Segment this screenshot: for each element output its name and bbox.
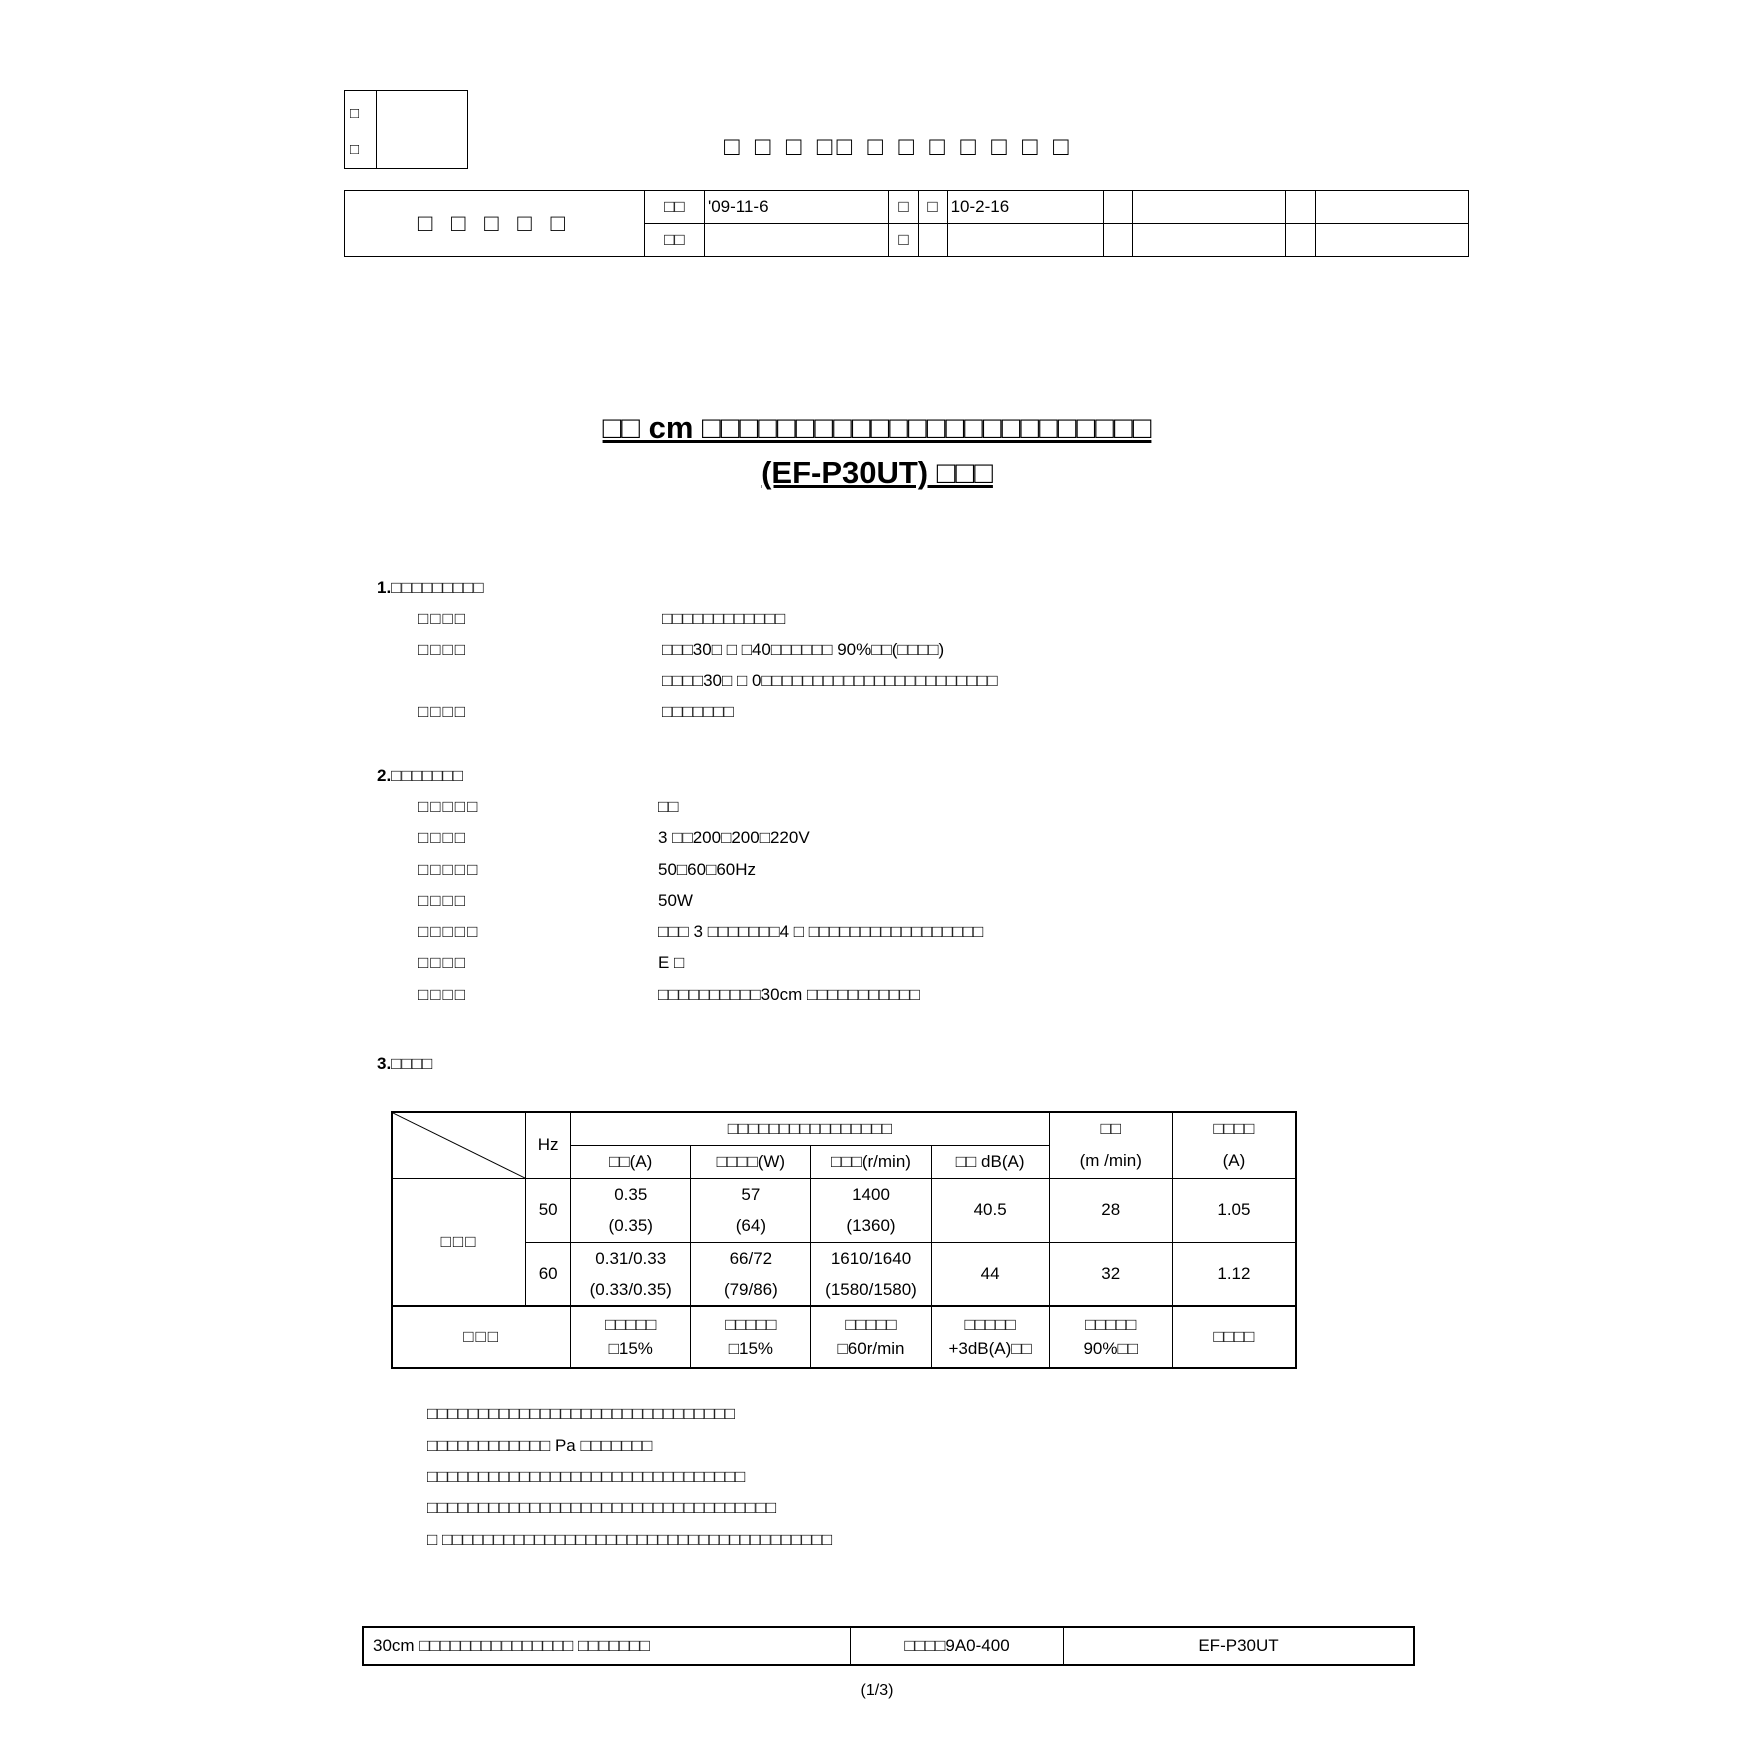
power-value: 57: [741, 1185, 761, 1204]
note-line: □ □□□□□□□□□□□□□□□□□□□□□□□□□□□□□□□□□□□□□□: [427, 1530, 833, 1549]
spec-table: [391, 1111, 1297, 1369]
section2-value: □□□ 3 □□□□□□□4 □ □□□□□□□□□□□□□□□□□: [658, 922, 984, 941]
header-label: □ □ □ □ □: [417, 209, 571, 237]
document-title: □ □ □ □□ □ □ □ □ □ □ □: [724, 131, 1073, 161]
header-label-cell: [345, 191, 645, 257]
tolerance-last: □□□□: [1172, 1306, 1296, 1368]
created-date: '09-11-6: [704, 191, 888, 224]
section1-value: □□□30□ □ □40□□□□□□ 90%□□(□□□□): [662, 640, 945, 659]
header-cell: □□: [644, 224, 704, 257]
section2-value: 50□60□60Hz: [658, 860, 757, 879]
header-cell-empty: [1103, 224, 1132, 257]
speed-cell: [811, 1242, 931, 1306]
header-cell-empty: [1286, 224, 1315, 257]
tolerance-value: +3dB(A)□□: [948, 1339, 1032, 1358]
speed-header: □□□(r/min): [811, 1145, 931, 1178]
start-current-value: 1.05: [1172, 1178, 1296, 1242]
start-current-unit: (A): [1172, 1145, 1296, 1178]
header-cell-empty: [1133, 224, 1286, 257]
footer-table: [362, 1626, 1415, 1666]
stamp-line2: □: [350, 141, 360, 158]
section3-heading: 3.□□□□: [377, 1054, 433, 1073]
section1-value: □□□□30□ □ 0□□□□□□□□□□□□□□□□□□□□□□□: [662, 671, 998, 690]
tolerance-text: □□□□□: [725, 1315, 777, 1334]
power-value-sub: (64): [735, 1216, 766, 1235]
current-value: 0.35: [614, 1185, 648, 1204]
tolerance-label: □□□: [392, 1306, 571, 1368]
airflow-unit: (m /min): [1049, 1145, 1172, 1178]
tolerance-cell: [931, 1306, 1049, 1368]
power-value-sub: (79/86): [723, 1279, 778, 1299]
header-cell-empty: [1315, 224, 1469, 257]
noise-value: 44: [931, 1242, 1049, 1306]
note-line: □□□□□□□□□□□□□□□□□□□□□□□□□□□□□□□□□□: [427, 1498, 777, 1517]
section2-label: □□□□□: [418, 797, 480, 816]
section1-value: □□□□□□□: [662, 702, 734, 721]
tolerance-cell: [811, 1306, 931, 1368]
revised-date: 10-2-16: [947, 191, 1103, 224]
noise-header: □□ dB(A): [931, 1145, 1049, 1178]
current-header: □□(A): [571, 1145, 691, 1178]
speed-cell: [811, 1178, 931, 1242]
main-title-line2: (EF-P30UT) □□□: [761, 455, 993, 490]
header-cell-empty: [947, 224, 1103, 257]
group-header: □□□□□□□□□□□□□□□□: [571, 1112, 1050, 1145]
note-line: □□□□□□□□□□□□ Pa □□□□□□□: [427, 1436, 653, 1455]
section2-label: □□□□□: [418, 922, 480, 941]
header-cell-empty: [1103, 191, 1132, 224]
section2-value: E □: [658, 953, 685, 972]
header-cell: □: [889, 224, 918, 257]
section2-value: □□: [658, 797, 679, 816]
section2-heading: 2.□□□□□□□: [377, 766, 464, 785]
tolerance-value: 90%□□: [1083, 1339, 1139, 1358]
section1-heading: 1.□□□□□□□□□: [377, 578, 484, 597]
section2-value: 50W: [658, 891, 693, 910]
airflow-header: □□: [1049, 1112, 1172, 1145]
section2-value: □□□□□□□□□□30cm □□□□□□□□□□□: [658, 985, 920, 1004]
diagonal-line: [393, 1113, 527, 1179]
current-value-sub: (0.33/0.35): [589, 1279, 672, 1299]
table-corner-cell: [392, 1112, 526, 1178]
tolerance-text: □□□□□: [1085, 1315, 1137, 1334]
airflow-value: 28: [1049, 1178, 1172, 1242]
tolerance-text: □□□□□: [605, 1315, 657, 1334]
note-line: □□□□□□□□□□□□□□□□□□□□□□□□□□□□□□: [427, 1404, 736, 1423]
tolerance-value: □15%: [728, 1339, 774, 1358]
power-header: □□□□(W): [691, 1145, 811, 1178]
speed-value-sub: (1580/1580): [825, 1279, 917, 1299]
section2-label: □□□□□: [418, 860, 480, 879]
section1-value: □□□□□□□□□□□□: [662, 609, 786, 628]
header-cell-empty: [1315, 191, 1469, 224]
start-current-header: □□□□: [1172, 1112, 1296, 1145]
note-line: □□□□□□□□□□□□□□□□□□□□□□□□□□□□□□□: [427, 1467, 746, 1486]
section2-label: □□□□: [418, 891, 468, 910]
hz-header: Hz: [526, 1112, 571, 1178]
tolerance-text: □□□□□: [845, 1315, 897, 1334]
stamp-box: [344, 90, 468, 169]
section1-label: □□□□: [418, 640, 468, 659]
section2-value: 3 □□200□200□220V: [658, 828, 810, 847]
speed-value: 1610/1640: [830, 1248, 912, 1268]
stamp-line1: □: [350, 105, 360, 122]
footer-code: □□□□9A0-400: [851, 1627, 1064, 1665]
section1-label: □□□□: [418, 609, 468, 628]
header-cell-empty: [1286, 191, 1315, 224]
row-group-label: □□□: [392, 1178, 526, 1306]
power-cell: [691, 1242, 811, 1306]
header-cell-empty: [1133, 191, 1286, 224]
current-value-sub: (0.35): [608, 1216, 653, 1235]
tolerance-cell: [571, 1306, 691, 1368]
tolerance-text: □□□□□: [964, 1315, 1016, 1334]
header-cell-empty: [918, 224, 947, 257]
current-cell: [571, 1242, 691, 1306]
main-title-line1: □□ cm □□□□□□□□□□□□□□□□□□□□□□□□: [602, 410, 1152, 445]
section2-label: □□□□: [418, 985, 468, 1004]
section1-label: □□□□: [418, 702, 468, 721]
tolerance-value: □60r/min: [837, 1339, 905, 1358]
section2-label: □□□□: [418, 828, 468, 847]
hz-value: 50: [526, 1178, 571, 1242]
header-cell: □: [918, 191, 947, 224]
start-current-value: 1.12: [1172, 1242, 1296, 1306]
current-value: 0.31/0.33: [595, 1248, 667, 1268]
tolerance-cell: [691, 1306, 811, 1368]
header-table: [344, 190, 1469, 257]
section2-label: □□□□: [418, 953, 468, 972]
speed-value: 1400: [852, 1185, 890, 1204]
current-cell: [571, 1178, 691, 1242]
airflow-value: 32: [1049, 1242, 1172, 1306]
hz-value: 60: [526, 1242, 571, 1306]
speed-value-sub: (1360): [846, 1216, 896, 1235]
noise-value: 40.5: [931, 1178, 1049, 1242]
header-cell: □□: [644, 191, 704, 224]
footer-product: 30cm □□□□□□□□□□□□□□□ □□□□□□□: [363, 1627, 851, 1665]
stamp-divider: [376, 91, 377, 168]
power-cell: [691, 1178, 811, 1242]
page-number: (1/3): [860, 1682, 894, 1699]
header-cell: □: [889, 191, 918, 224]
power-value: 66/72: [729, 1248, 773, 1268]
footer-model: EF-P30UT: [1064, 1627, 1415, 1665]
tolerance-cell: [1049, 1306, 1172, 1368]
header-cell-empty: [704, 224, 888, 257]
tolerance-value: □15%: [608, 1339, 653, 1358]
